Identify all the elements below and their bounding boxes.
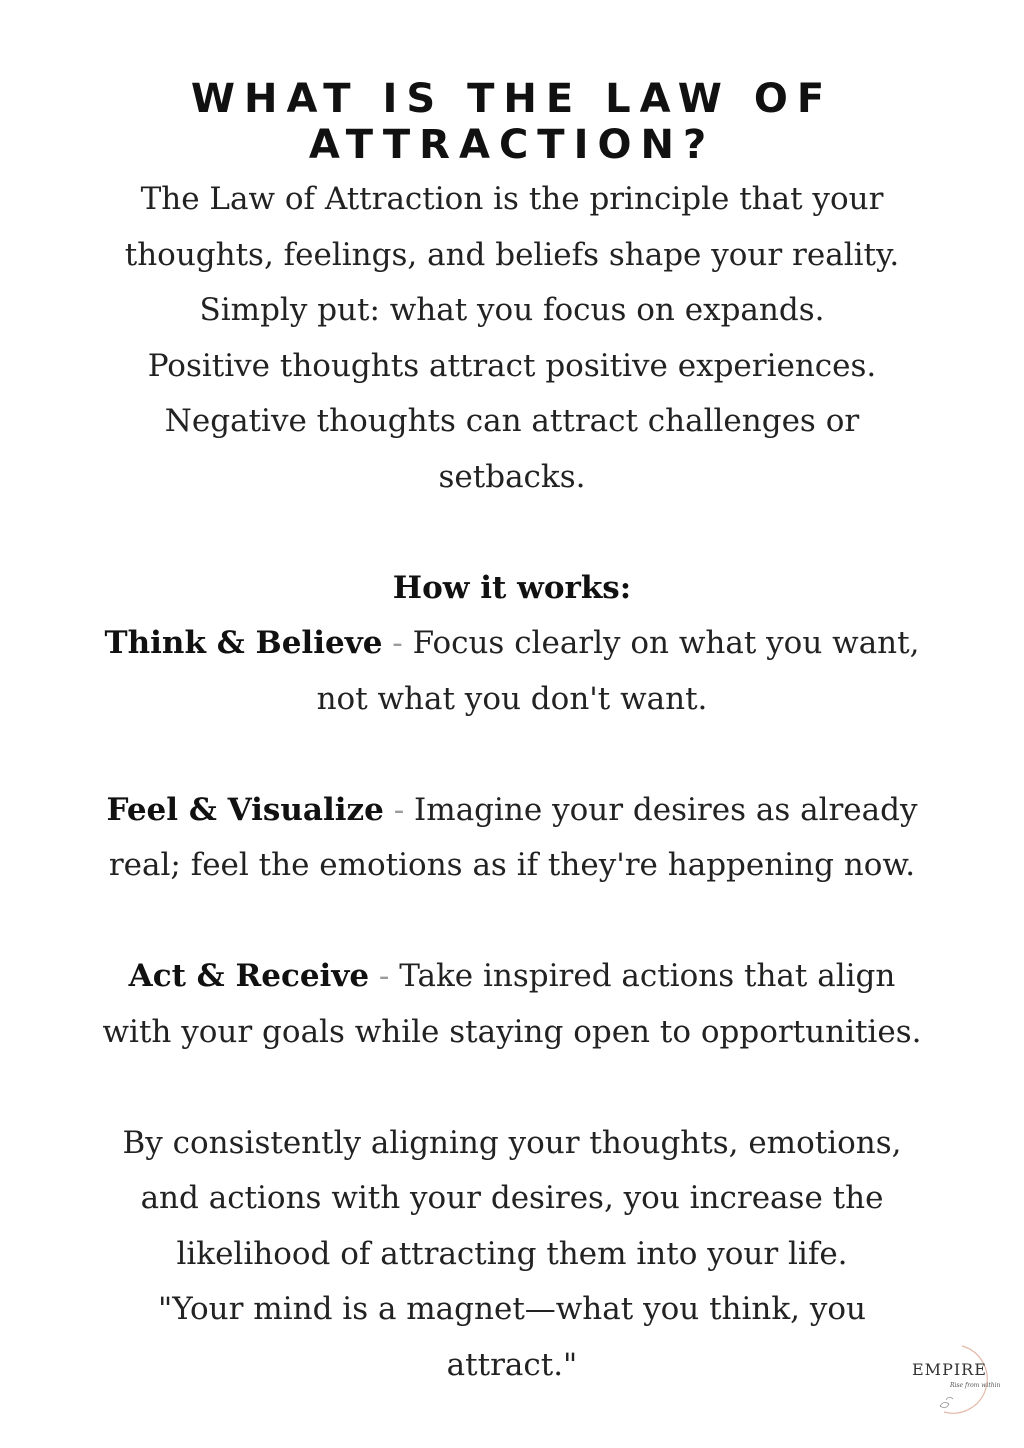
- step-term: Feel & Visualize: [106, 791, 384, 828]
- step-separator: -: [369, 958, 400, 994]
- step-line: real; feel the emotions as if they're happening now.: [108, 847, 916, 883]
- intro-line: The Law of Attraction is the principle that your: [140, 181, 884, 217]
- intro-line: Simply put: what you focus on expands.: [199, 292, 825, 328]
- logo-tagline: Rise from within: [950, 1382, 1001, 1389]
- conclusion-line: likelihood of attracting them into your life.: [176, 1235, 848, 1272]
- step-separator: -: [382, 625, 413, 661]
- spacer: [62, 894, 962, 950]
- main-content: [62, 172, 962, 1393]
- quote-line: "Your mind is a magnet—what you think, you: [157, 1291, 867, 1327]
- step-separator: -: [383, 791, 415, 828]
- logo-ring-icon: [904, 1340, 1004, 1420]
- step-description: Focus clearly on what you want,: [412, 625, 920, 661]
- step-feel-visualize: [62, 783, 962, 894]
- conclusion-paragraph: [62, 1116, 962, 1283]
- spacer: [62, 505, 962, 561]
- step-term: Act & Receive: [128, 958, 370, 994]
- step-think-believe: [62, 616, 962, 727]
- intro-line: thoughts, feelings, and beliefs shape your reality.: [124, 236, 900, 273]
- step-line: with your goals while staying open to opportunities.: [102, 1013, 922, 1050]
- empire-logo: [904, 1340, 1004, 1420]
- quote-line: attract.": [446, 1346, 578, 1383]
- step-line: not what you don't want.: [316, 680, 708, 717]
- conclusion-line: By consistently aligning your thoughts, emotions,: [122, 1124, 902, 1161]
- logo-wordmark: EMPIRE: [912, 1360, 987, 1379]
- how-it-works-heading: How it works:: [392, 569, 632, 606]
- step-description: Take inspired actions that align: [399, 958, 896, 994]
- intro-line: setbacks.: [438, 458, 586, 495]
- step-description: Imagine your desires as already: [414, 791, 918, 828]
- step-line: [62, 783, 962, 839]
- intro-line: Negative thoughts can attract challenges or: [164, 403, 860, 439]
- page-title: WHAT IS THE LAW OF ATTRACTION?: [190, 76, 834, 168]
- step-term: Think & Believe: [104, 625, 383, 661]
- intro-paragraph: [62, 172, 962, 505]
- spacer: [62, 1060, 962, 1116]
- quote: [62, 1282, 962, 1393]
- step-line: [62, 616, 962, 672]
- step-act-receive: [62, 949, 962, 1060]
- intro-line: Positive thoughts attract positive experiences.: [147, 347, 877, 384]
- step-line: [62, 949, 962, 1005]
- conclusion-line: and actions with your desires, you increase the: [140, 1180, 884, 1216]
- spacer: [62, 727, 962, 783]
